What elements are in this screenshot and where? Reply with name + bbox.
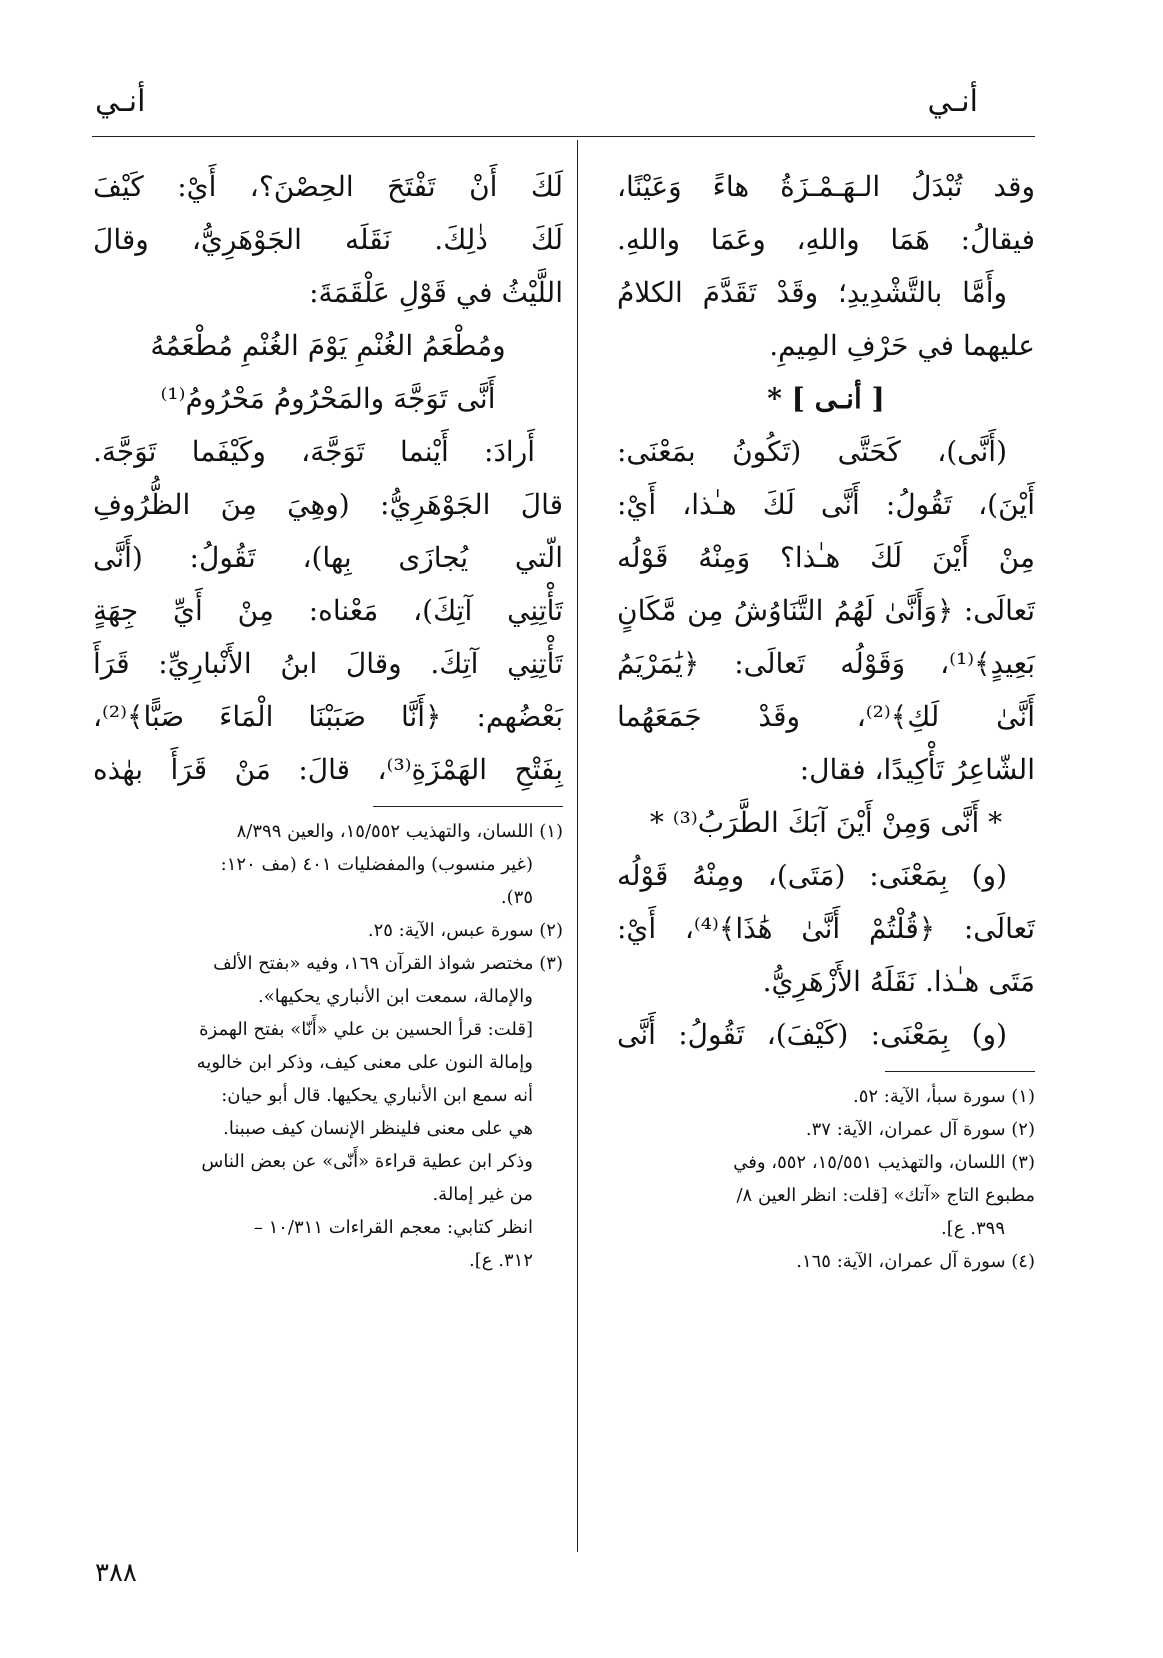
verse-line: أَنَّى تَوَجَّهَ والمَحْرُومُ مَحْرُومُ⁽¹⁾ <box>160 382 496 415</box>
left-column <box>93 160 563 1277</box>
footnote: (١) سورة سبأ، الآية: ٥٢. <box>853 1086 1035 1107</box>
text-line: الّتي يُجازَى بِها)، تَقُولُ: (أَنَّى <box>93 541 563 574</box>
text-line: أَنَّىٰ لَكِ﴾⁽²⁾، وقَدْ جَمَعَهُما <box>617 700 1035 733</box>
text-line: الشّاعِرُ تَأْكِيدًا، فقال: <box>799 753 1035 786</box>
footnote: أنه سمع ابن الأنباري يحكيها. قال أبو حيان: <box>221 1085 533 1106</box>
text-line: وقد تُبْدَلُ الـهَـمْـزَةُ هاءً وَعَيْنًا، <box>617 170 1035 203</box>
verse-line: * أَنَّى وَمِنْ أَيْنَ آبَكَ الطَّرَبُ⁽³⁾ * <box>649 806 1003 839</box>
footnote-rule <box>885 1071 1035 1072</box>
text-line: تَعالَى: ﴿قُلْتُمْ أَنَّىٰ هَٰذَا﴾⁽⁴⁾، أَيْ: <box>617 912 1035 945</box>
footnote: ٣٥). <box>500 887 533 908</box>
footnote: والإمالة، سمعت ابن الأنباري يحكيها». <box>258 986 533 1007</box>
text-line: لَكَ ذٰلِكَ. نَقَلَه الجَوْهَرِيُّ، وقالَ <box>93 223 563 256</box>
text-line: عليهما في حَرْفِ المِيمِ. <box>769 329 1035 362</box>
text-line: مَتَى هـٰذا. نَقَلَهُ الأَزْهَرِيُّ. <box>762 965 1035 998</box>
verse-line: ومُطْعَمُ الغُنْمِ يَوْمَ الغُنْمِ مُطْعَمُهُ <box>150 329 506 362</box>
footnote: (٣) اللسان، والتهذيب ١٥/٥٥١، ٥٥٢، وفي <box>733 1152 1035 1173</box>
footnote: (٤) سورة آل عمران، الآية: ١٦٥. <box>796 1251 1035 1272</box>
text-line: (أَنَّى)، كَحَتَّى (تَكُونُ بمَعْنَى: <box>617 435 1007 468</box>
text-line: اللَّيْثُ في قَوْلِ عَلْقَمَةَ: <box>309 276 563 309</box>
footnote: هي على معنى فلينظر الإنسان كيف صببنا. <box>223 1118 533 1139</box>
right-column <box>617 160 1035 1278</box>
text-line: أَيْنَ)، تَقُولُ: أَنَّى لَكَ هـٰذا، أَيْ: <box>617 488 1035 521</box>
footnote: من غير إمالة. <box>432 1184 533 1205</box>
text-line: بِفَتْحِ الهَمْزَةِ⁽³⁾، قالَ: مَنْ قَرَأَ بهٰذه <box>93 753 564 786</box>
footnote-rule <box>373 806 563 807</box>
footnote: (٢) سورة آل عمران، الآية: ٣٧. <box>805 1119 1035 1140</box>
text-line: تَأْتِنِي آتِكَ)، مَعْناه: مِنْ أَيِّ جِهَةٍ <box>93 594 563 627</box>
text-line: (و) بِمَعْنَى: (كَيْفَ)، تَقُولُ: أَنَّى <box>617 1018 1007 1051</box>
running-header-right: أنـي <box>927 84 978 119</box>
footnote: ٣١٢. ع]. <box>469 1250 533 1271</box>
text-line: بَعْضُهم: ﴿أَنَّا صَبَبْنَا الْمَاءَ صَبًّا﴾⁽²⁾، <box>93 700 563 733</box>
column-divider <box>577 140 578 1552</box>
header-rule <box>92 136 1035 137</box>
text-line: بَعِيدٍ﴾⁽¹⁾، وَقَوْلُه تَعالَى: ﴿يَٰمَرْيَمُ <box>617 647 1035 680</box>
text-line: وأَمَّا بالتَّشْدِيدِ؛ وقَدْ تَقَدَّمَ الكلامُ <box>617 276 1007 309</box>
footnote: انظر كتابي: معجم القراءات ١٠/٣١١ – <box>253 1217 533 1238</box>
footnote: (٣) مختصر شواذ القرآن ١٦٩، وفيه «بفتح الألف <box>213 953 563 974</box>
footnote: مطبوع التاج «آتك» [قلت: انظر العين ٨/ <box>736 1185 1035 1206</box>
text-line: لَكَ أَنْ تَفْتَحَ الحِصْنَ؟، أَيْ: كَيْفَ <box>93 170 563 203</box>
text-line: تَعالَى: ﴿وَأَنَّىٰ لَهُمُ التَّنَاوُشُ مِن مَّكَانٍ <box>617 594 1035 627</box>
footnote: ٣٩٩. ع]. <box>941 1218 1005 1239</box>
page-number: ٣٨٨ <box>95 1558 137 1588</box>
footnote: [قلت: قرأ الحسين بن علي «أَنّا» بفتح الهمزة <box>199 1019 533 1040</box>
text-line: مِنْ أَيْنَ لَكَ هـٰذا؟ وَمِنْهُ قَوْلُه <box>617 541 1035 574</box>
text-line: أَرادَ: أَيْنما تَوَجَّهَ، وكَيْفَما تَوَجَّهَ. <box>93 435 535 468</box>
footnote: (٢) سورة عبس، الآية: ٢٥. <box>367 920 563 941</box>
text-line: (و) بِمَعْنَى: (مَتَى)، ومِنْهُ قَوْلُه <box>617 859 1007 892</box>
footnote: (غير منسوب) والمفضليات ٤٠١ (مف ١٢٠: <box>220 854 533 875</box>
text-line: تَأْتِنِي آتِكَ. وقالَ ابنُ الأَنْبارِيِّ: قَرَأَ <box>93 647 563 680</box>
text-line: فيقالُ: هَمَا واللهِ، وعَمَا واللهِ. <box>617 223 1035 256</box>
text-line: قالَ الجَوْهَرِيُّ: (وهِيَ مِنَ الظُّرُوفِ <box>93 488 563 521</box>
entry-heading: [ أنـى ] * <box>767 382 885 415</box>
footnote: (١) اللسان، والتهذيب ١٥/٥٥٢، والعين ٨/٣٩٩ <box>236 821 563 842</box>
footnote: وذكر ابن عطية قراءة «أَنّى» عن بعض الناس <box>201 1151 533 1172</box>
running-header-left: أنـي <box>95 84 146 119</box>
footnote: وإمالة النون على معنى كيف، وذكر ابن خالويه <box>196 1052 533 1073</box>
